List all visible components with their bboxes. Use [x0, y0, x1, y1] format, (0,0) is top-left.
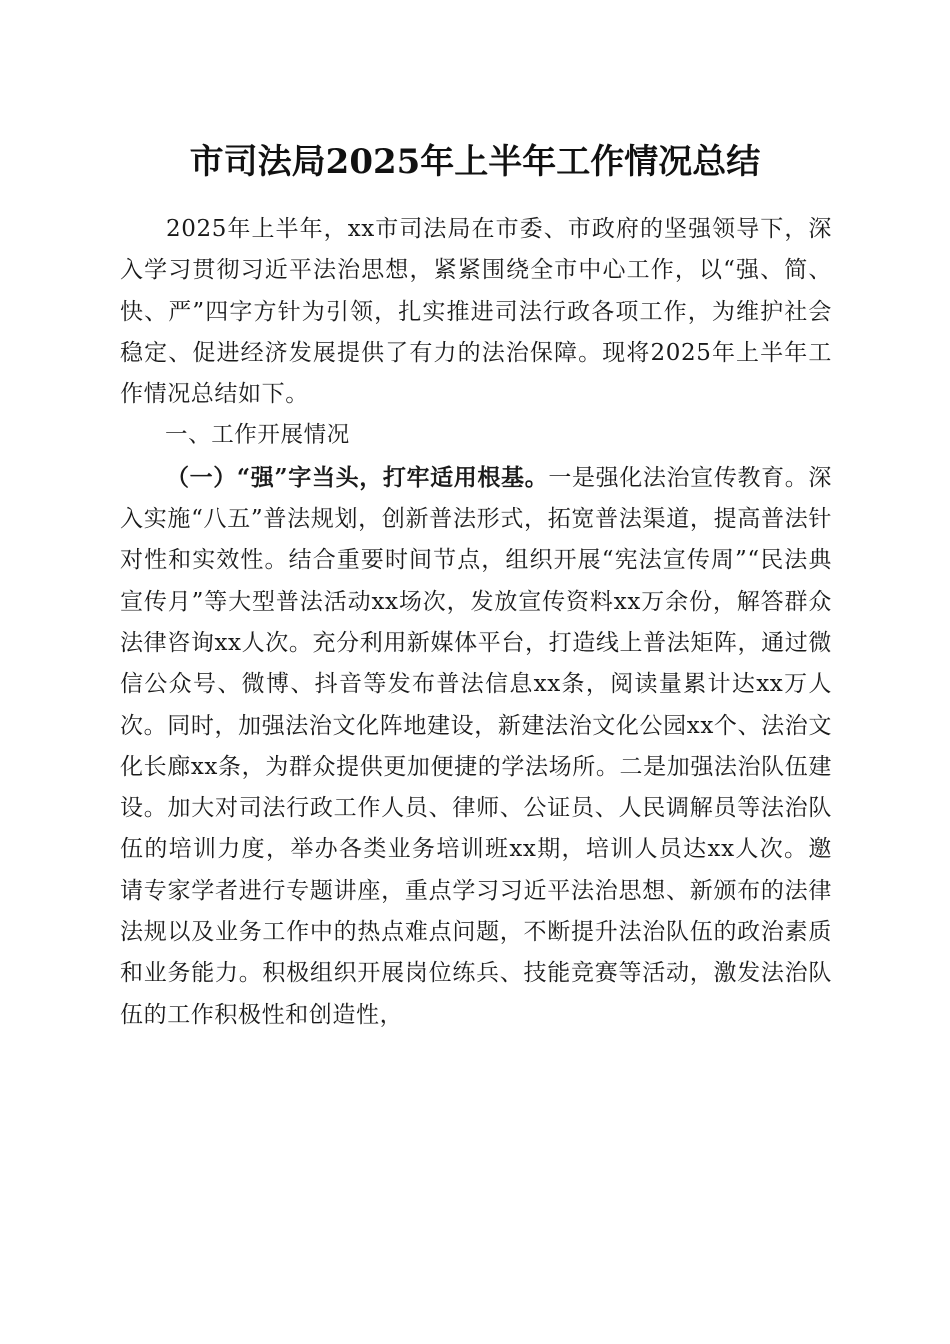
subsection-body: 一是强化法治宣传教育。深入实施“八五”普法规划，创新普法形式，拓宽普法渠道，提高普法针对性和实效性。结合重要时间节点，组织开展“宪法宣传周”“民法典宣传月”等大型普法活动xx场次，发放宣传资料xx万余份，解答群众法律咨询xx人次。充分利用新媒体平台，打造线上普法矩阵，通过微信公众号、微博、抖音等发布普法信息xx条，阅读量累计达xx万人次。同时，加强法治文化阵地建设，新建法治文化公园xx个、法治文化长廊xx条，为群众提供更加便捷的学法场所。二是加强法治队伍建设。加大对司法行政工作人员、律师、公证员、人民调解员等法治队伍的培训力度，举办各类业务培训班xx期，培训人员达xx人次。邀请专家学者进行专题讲座，重点学习习近平法治思想、新颁布的法律法规以及业务工作中的热点难点问题，不断提升法治队伍的政治素质和业务能力。积极组织开展岗位练兵、技能竞赛等活动，激发法治队伍的工作积极性和创造性，	[120, 464, 833, 1028]
subsection-heading: （一）“强”字当头，打牢适用根基。	[166, 463, 549, 491]
intro-paragraph: 2025年上半年，xx市司法局在市委、市政府的坚强领导下，深入学习贯彻习近平法治思想，紧紧围绕全市中心工作，以“强、简、快、严”四字方针为引领，扎实推进司法行政各项工作，为维护社会稳定、促进经济发展提供了有力的法治保障。现将2025年上半年工作情况总结如下。	[120, 216, 832, 408]
document-body	[120, 209, 832, 1036]
document-title: 市司法局2025年上半年工作情况总结	[189, 142, 761, 182]
subsection-paragraph	[120, 457, 832, 1036]
section-heading: 一、工作开展情况	[165, 422, 350, 449]
